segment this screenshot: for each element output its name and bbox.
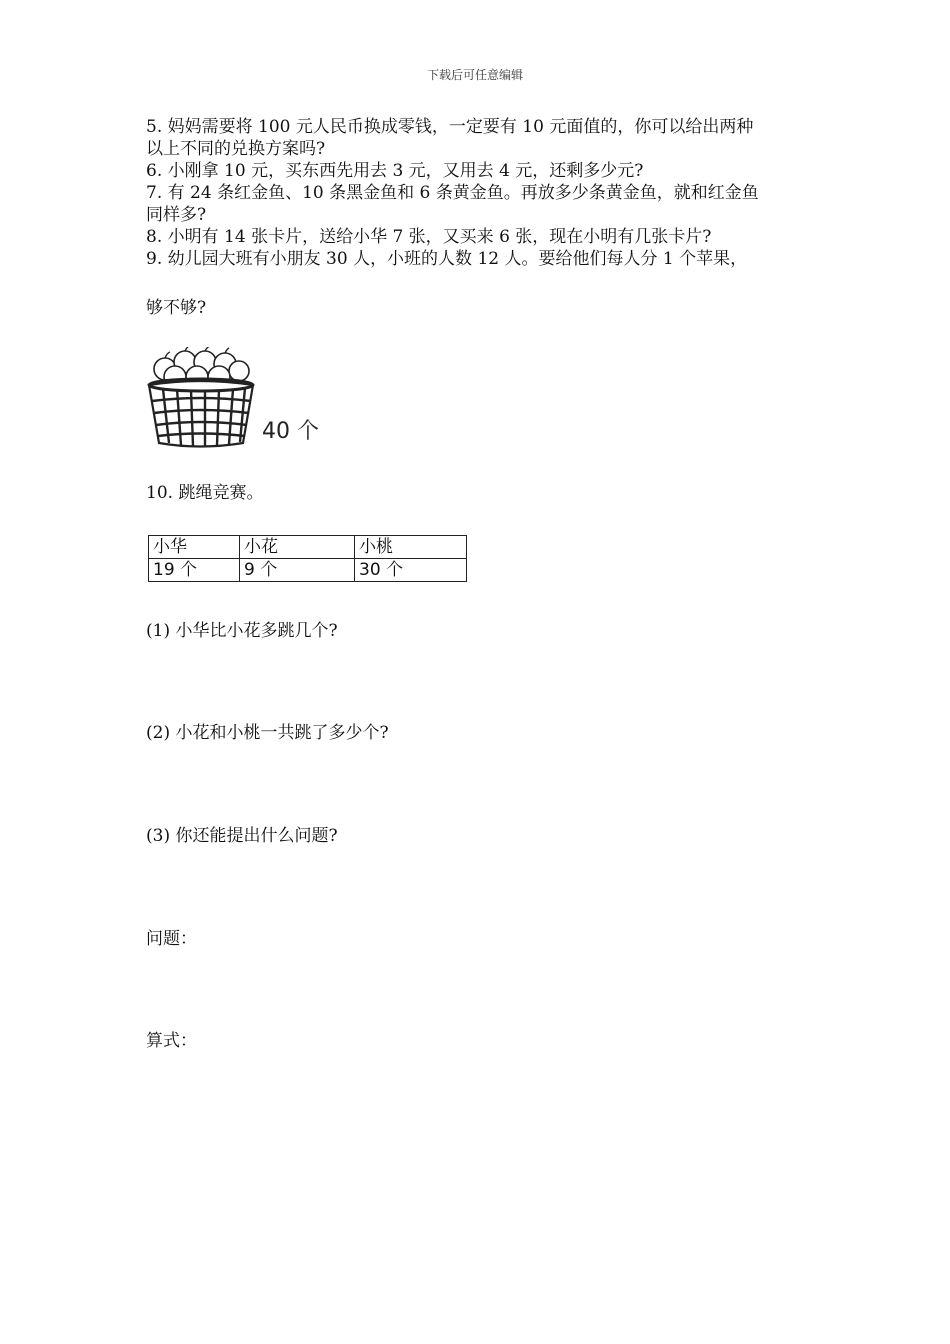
question-8: 8. 小明有 14 张卡片，送给小华 7 张，又买来 6 张，现在小明有几张卡片? bbox=[146, 227, 712, 247]
sub-question-1: (1) 小华比小花多跳几个? bbox=[146, 621, 338, 641]
table-value-cell: 19 个 bbox=[149, 559, 240, 582]
table-value-cell: 30 个 bbox=[355, 559, 467, 582]
question-label: 问题： bbox=[146, 929, 197, 949]
question-9-line-1: 9. 幼儿园大班有小朋友 30 人，小班的人数 12 人。要给他们每人分 1 个苹果， bbox=[146, 249, 748, 269]
question-7-line-1: 7. 有 24 条红金鱼、10 条黑金鱼和 6 条黄金鱼。再放多少条黄金鱼，就和红金鱼 bbox=[146, 183, 759, 203]
question-5-line-1: 5. 妈妈需要将 100 元人民币换成零钱，一定要有 10 元面值的，你可以给出两种 bbox=[146, 117, 754, 137]
table-row bbox=[149, 536, 467, 559]
table-header-cell: 小桃 bbox=[355, 536, 467, 559]
apple-basket-image bbox=[143, 347, 258, 452]
table-header-cell: 小花 bbox=[240, 536, 355, 559]
question-6: 6. 小刚拿 10 元，买东西先用去 3 元，又用去 4 元，还剩多少元? bbox=[146, 161, 644, 181]
table-row bbox=[149, 559, 467, 582]
table-value-cell: 9 个 bbox=[240, 559, 355, 582]
question-9-line-2: 够不够? bbox=[146, 298, 207, 318]
basket-apple-count: 40 个 bbox=[262, 419, 319, 444]
question-10-title: 10. 跳绳竞赛。 bbox=[146, 483, 264, 503]
formula-label: 算式： bbox=[146, 1031, 197, 1051]
question-7-line-2: 同样多? bbox=[146, 205, 207, 225]
table-header-cell: 小华 bbox=[149, 536, 240, 559]
jump-rope-table bbox=[148, 535, 467, 582]
sub-question-2: (2) 小花和小桃一共跳了多少个? bbox=[146, 723, 389, 743]
page-header: 下载后可任意编辑 bbox=[426, 68, 523, 82]
question-5-line-2: 以上不同的兑换方案吗? bbox=[146, 139, 326, 159]
sub-question-3: (3) 你还能提出什么问题? bbox=[146, 826, 338, 846]
